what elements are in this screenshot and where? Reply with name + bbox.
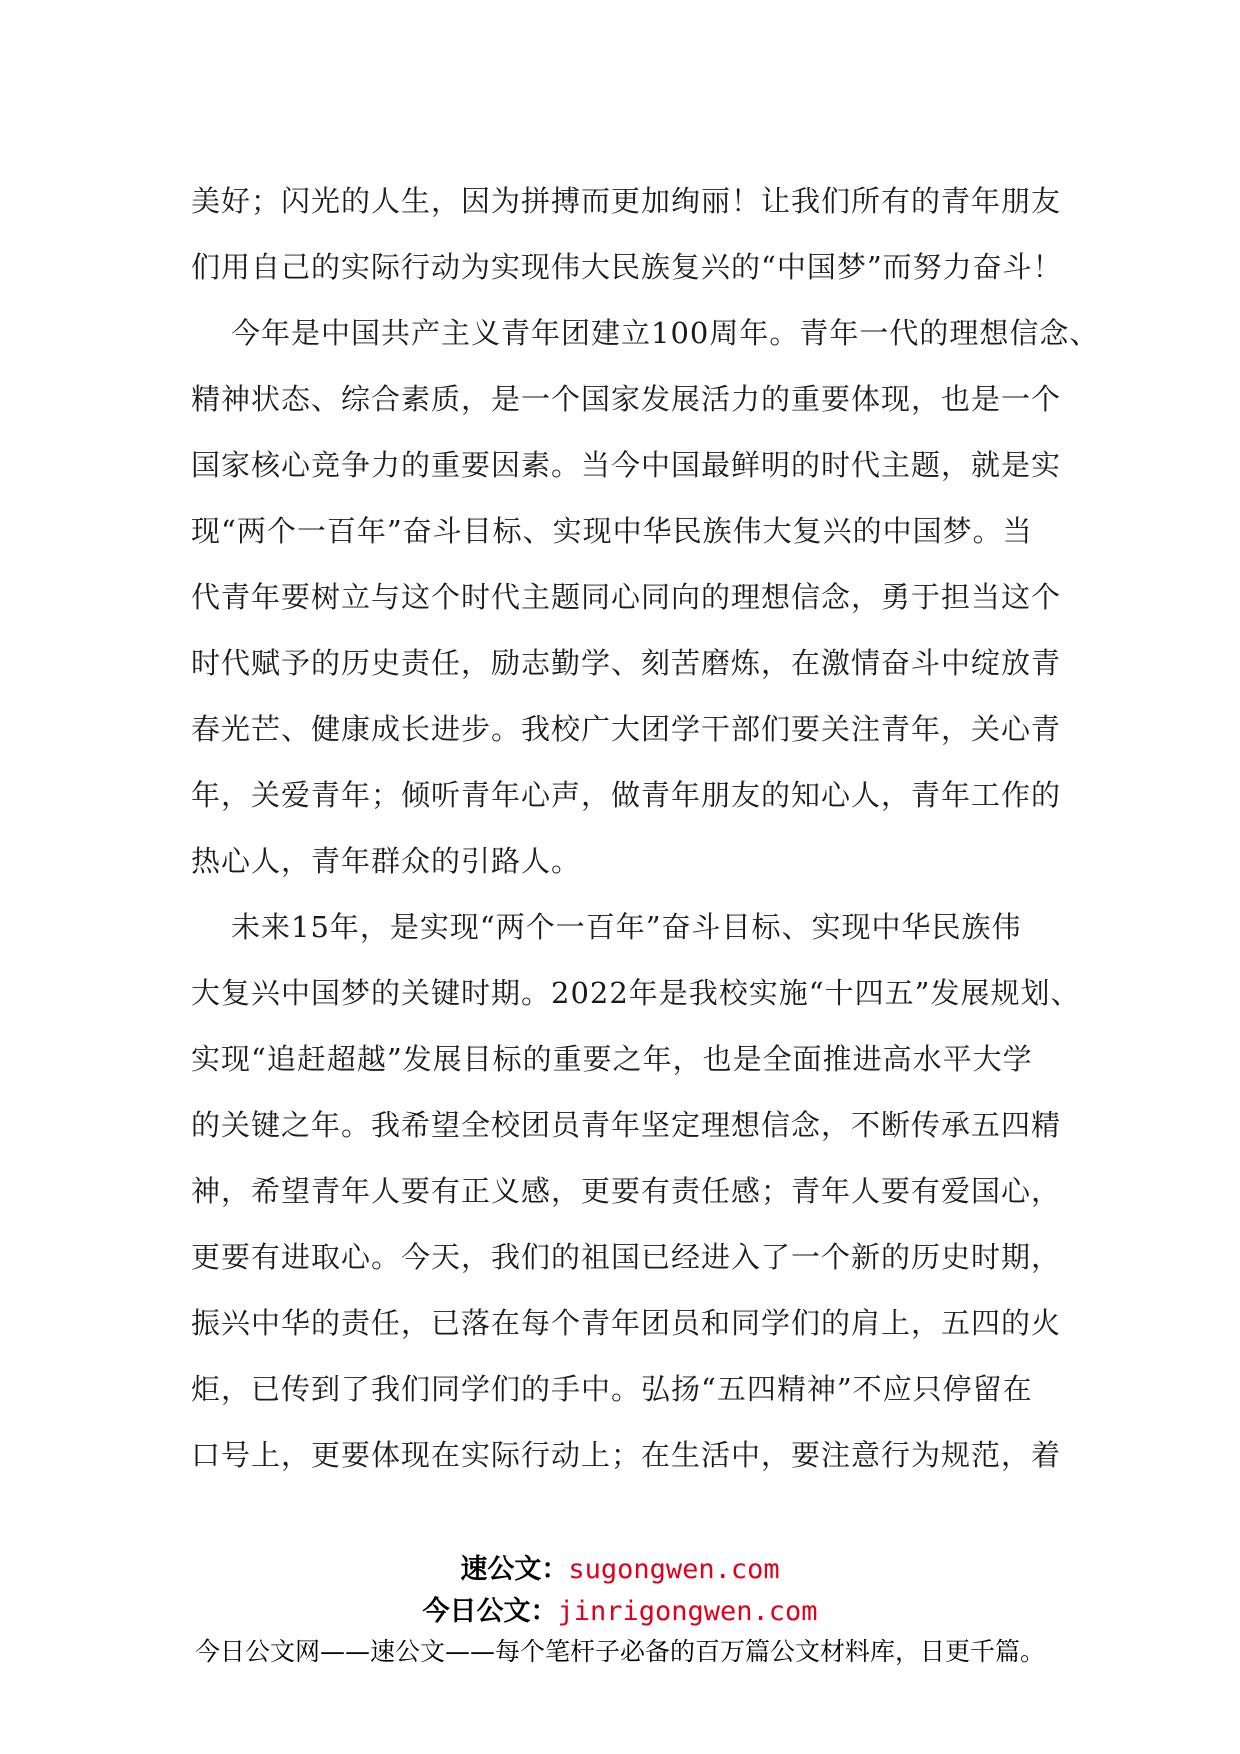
text-line-12: 未来15年，是实现“两个一百年”奋斗目标、实现中华民族伟 bbox=[231, 910, 1022, 944]
footer-site2-label: 今日公文： bbox=[422, 1596, 558, 1627]
document-body bbox=[191, 168, 1100, 1488]
text-line-19: 炬，已传到了我们同学们的手中。弘扬“五四精神”不应只停留在 bbox=[191, 1372, 1033, 1406]
text-line-2: 们用自己的实际行动为实现伟大民族复兴的“中国梦”而努力奋斗！ bbox=[191, 250, 1063, 284]
text-line-14: 实现“追赶超越”发展目标的重要之年，也是全面推进高水平大学 bbox=[191, 1042, 1033, 1076]
text-line-9: 春光芒、健康成长进步。我校广大团学干部们要关注青年，关心青 bbox=[191, 712, 1062, 746]
footer-site2-link[interactable]: jinrigongwen.com bbox=[557, 1596, 818, 1627]
text-line-5: 国家核心竞争力的重要因素。当今中国最鲜明的时代主题，就是实 bbox=[191, 448, 1062, 482]
text-line-8: 时代赋予的历史责任，励志勤学、刻苦磨炼，在激情奋斗中绽放青 bbox=[191, 646, 1062, 680]
text-line-1: 美好；闪光的人生，因为拼搏而更加绚丽！让我们所有的青年朋友 bbox=[191, 184, 1062, 218]
text-line-10: 年，关爱青年；倾听青年心声，做青年朋友的知心人，青年工作的 bbox=[191, 778, 1062, 812]
text-line-17: 更要有进取心。今天，我们的祖国已经进入了一个新的历史时期， bbox=[191, 1240, 1062, 1274]
footer-site1 bbox=[0, 1547, 1240, 1586]
footer-site2 bbox=[0, 1589, 1240, 1628]
text-line-13: 大复兴中国梦的关键时期。2022年是我校实施“十四五”发展规划、 bbox=[191, 976, 1081, 1010]
text-line-18: 振兴中华的责任，已落在每个青年团员和同学们的肩上，五四的火 bbox=[191, 1306, 1062, 1340]
text-line-7: 代青年要树立与这个时代主题同心同向的理想信念，勇于担当这个 bbox=[191, 580, 1062, 614]
text-line-16: 神，希望青年人要有正义感，更要有责任感；青年人要有爱国心， bbox=[191, 1174, 1062, 1208]
text-line-3: 今年是中国共产主义青年团建立100周年。青年一代的理想信念、 bbox=[231, 316, 1100, 350]
text-line-15: 的关键之年。我希望全校团员青年坚定理想信念，不断传承五四精 bbox=[191, 1108, 1062, 1142]
footer-site1-label: 速公文： bbox=[460, 1554, 569, 1585]
footer-tagline bbox=[0, 1632, 1240, 1668]
text-line-11: 热心人，青年群众的引路人。 bbox=[191, 844, 582, 878]
text-line-20: 口号上，更要体现在实际行动上；在生活中，要注意行为规范，着 bbox=[191, 1438, 1062, 1472]
text-line-6: 现“两个一百年”奋斗目标、实现中华民族伟大复兴的中国梦。当 bbox=[191, 514, 1033, 548]
footer-site1-link[interactable]: sugongwen.com bbox=[568, 1554, 780, 1585]
footer-tagline-text: 今日公文网——速公文——每个笔杆子必备的百万篇公文材料库，日更千篇。 bbox=[194, 1637, 1045, 1666]
text-line-4: 精神状态、综合素质，是一个国家发展活力的重要体现，也是一个 bbox=[191, 382, 1062, 416]
